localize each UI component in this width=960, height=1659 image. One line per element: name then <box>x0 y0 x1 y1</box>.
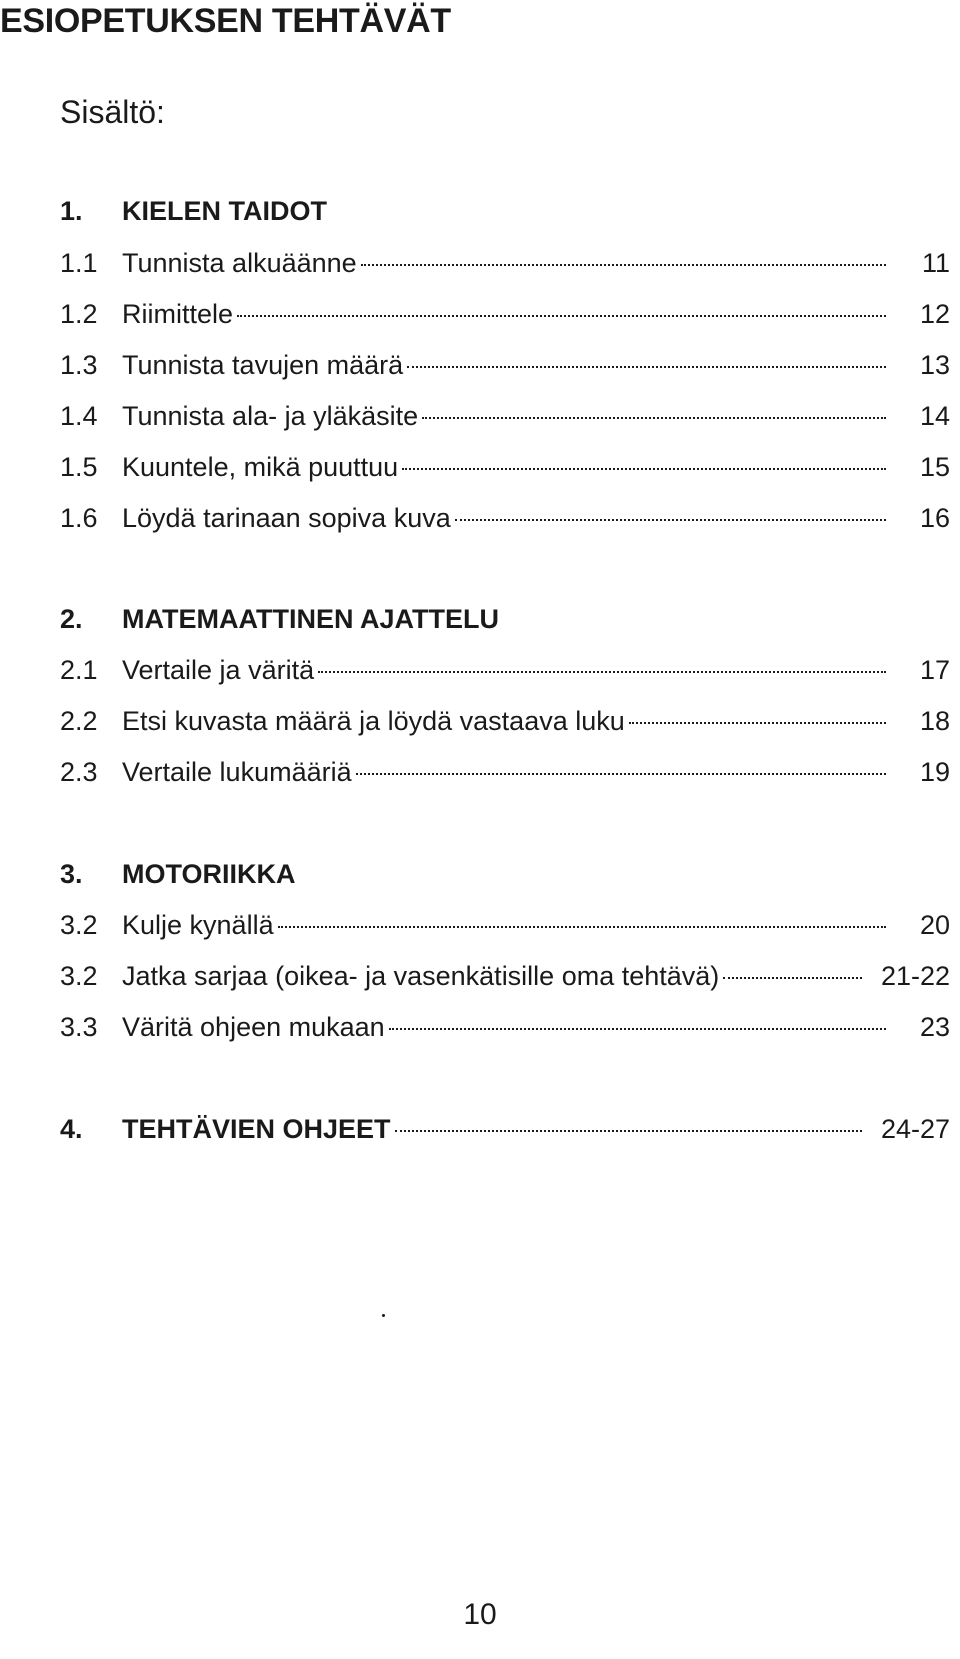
toc-entry-tehtavien-ohjeet <box>60 1114 950 1154</box>
toc-entry <box>60 248 950 288</box>
contents-label: Sisältö: <box>60 94 165 130</box>
entry-label: Kuuntele, mikä puuttuu <box>122 452 399 482</box>
toc-entry <box>60 1012 950 1052</box>
section-heading-matemaattinen-ajattelu <box>60 604 499 635</box>
section-title: MOTORIIKKA <box>122 859 296 889</box>
entry-label: Riimittele <box>122 299 234 329</box>
section-number: 1. <box>60 196 83 226</box>
stray-mark <box>382 1314 385 1317</box>
entry-page: 12 <box>919 299 950 329</box>
entry-page: 24-27 <box>880 1114 950 1144</box>
entry-page: 17 <box>919 655 950 685</box>
entry-label: Tunnista tavujen määrä <box>122 350 404 380</box>
entry-page: 20 <box>919 910 950 940</box>
entry-page: 18 <box>919 706 950 736</box>
section-title: TEHTÄVIEN OHJEET <box>122 1114 391 1144</box>
entry-page: 13 <box>919 350 950 380</box>
entry-number: 1.3 <box>60 350 98 380</box>
entry-page: 23 <box>919 1012 950 1042</box>
section-title: KIELEN TAIDOT <box>122 196 327 226</box>
toc-entry <box>60 910 950 950</box>
dot-leader <box>237 315 886 317</box>
entry-page: 19 <box>919 757 950 787</box>
toc-entry <box>60 350 950 390</box>
dot-leader <box>278 926 886 928</box>
toc-entry <box>60 706 950 746</box>
dot-leader <box>318 671 886 673</box>
entry-label: Tunnista alkuäänne <box>122 248 357 278</box>
dot-leader <box>422 417 886 419</box>
section-heading-motoriikka <box>60 859 296 890</box>
page-number: 10 <box>463 1598 497 1631</box>
entry-number: 3.2 <box>60 910 98 940</box>
entry-page: 14 <box>919 401 950 431</box>
entry-number: 3.3 <box>60 1012 98 1042</box>
dot-leader <box>629 722 886 724</box>
entry-label: Löydä tarinaan sopiva kuva <box>122 503 451 533</box>
dot-leader <box>389 1028 886 1030</box>
dot-leader <box>395 1130 862 1132</box>
toc-entry <box>60 757 950 797</box>
entry-number: 1.6 <box>60 503 98 533</box>
entry-page: 21-22 <box>880 961 950 991</box>
section-number: 4. <box>60 1114 83 1144</box>
entry-label: Vertaile lukumääriä <box>122 757 352 787</box>
entry-number: 3.2 <box>60 961 98 991</box>
entry-page: 16 <box>919 503 950 533</box>
toc-entry <box>60 503 950 543</box>
dot-leader <box>407 366 886 368</box>
dot-leader <box>455 519 886 521</box>
entry-number: 2.1 <box>60 655 98 685</box>
section-heading-kielen-taidot <box>60 196 327 227</box>
entry-number: 1.2 <box>60 299 98 329</box>
entry-label: Jatka sarjaa (oikea- ja vasenkätisille oma tehtävä) <box>122 961 720 991</box>
section-number: 3. <box>60 859 83 889</box>
toc-entry <box>60 452 950 492</box>
dot-leader <box>356 773 886 775</box>
entry-number: 2.2 <box>60 706 98 736</box>
section-title: MATEMAATTINEN AJATTELU <box>122 604 499 634</box>
entry-number: 2.3 <box>60 757 98 787</box>
section-number: 2. <box>60 604 83 634</box>
entry-number: 1.5 <box>60 452 98 482</box>
entry-label: Etsi kuvasta määrä ja löydä vastaava luku <box>122 706 625 736</box>
toc-entry <box>60 655 950 695</box>
entry-page: 11 <box>921 248 950 278</box>
entry-label: Väritä ohjeen mukaan <box>122 1012 385 1042</box>
entry-number: 1.1 <box>60 248 98 278</box>
dot-leader <box>402 468 886 470</box>
entry-label: Vertaile ja väritä <box>122 655 315 685</box>
toc-entry <box>60 961 950 1001</box>
entry-number: 1.4 <box>60 401 98 431</box>
toc-entry <box>60 299 950 339</box>
entry-page: 15 <box>919 452 950 482</box>
document-title: ESIOPETUKSEN TEHTÄVÄT <box>0 2 451 40</box>
dot-leader <box>723 977 862 979</box>
entry-label: Kulje kynällä <box>122 910 274 940</box>
dot-leader <box>361 264 886 266</box>
toc-entry <box>60 401 950 441</box>
entry-label: Tunnista ala- ja yläkäsite <box>122 401 419 431</box>
